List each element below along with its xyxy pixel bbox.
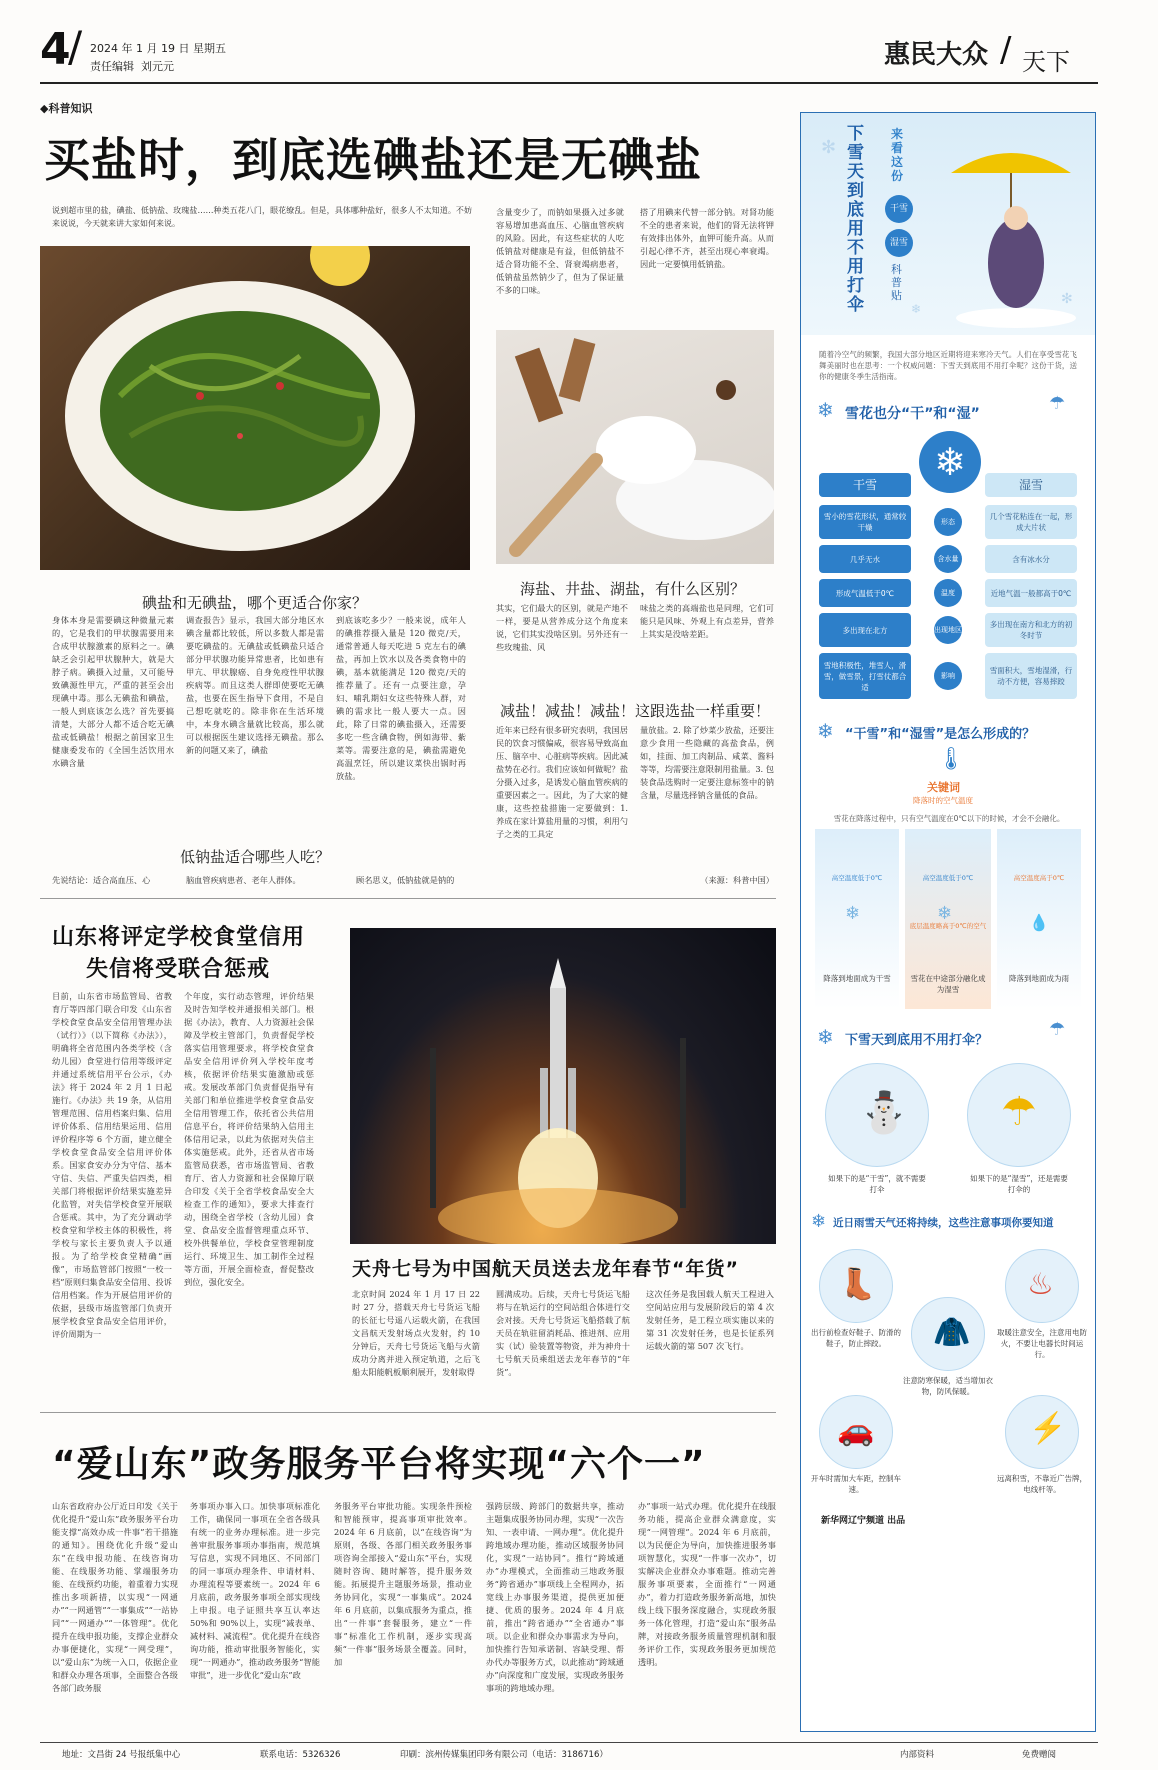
dry-row-3: 形成气温低于0℃ (819, 579, 911, 607)
article2-body-b: 个年度，实行动态管理，评价结果及时告知学校并通报相关部门。根据《办法》，教育、人力资源社会保障及学校主管部门，负责督促学校落实信用管理要求，将学校食堂食品安全信用评价列入学校年度考核，依据评价结果实施激励或惩戒。发展改革部门负责督促指导有关部门和单位推进学校食堂食品安全信用管理工作，依托省公共信用信息平台，将评价结果纳入信用主体信用记录，以此为依据对失信主体实施惩戒。此外，还省从省市场监管局获悉，省市场监管局、省教育厅、省人力资源和社会保障厅联合印发《关于全省学校食品安全大检查工作的通知》，要求大排查行动，围绕全省学校（含幼儿园）食堂、食品安全监督管理重点环节、校外供餐单位，学校食堂管理制度运行、环境卫生、加工制作全过程等方面，开展全面检查，督促整改到位，强化安全。 (184, 991, 314, 1287)
section3-title: 下雪天到底用不用打伞？ (845, 1033, 989, 1048)
article2-title-line1: 山东将评定学校食堂信用 (52, 925, 306, 950)
article1-body-1b: 调查报告》显示，我国大部分地区水碘含量都比较低，所以多数人都是需要吃碘盐的。无碘盐或低碘盐只适合部分甲状腺功能异常患者，比如患有甲亢、甲状腺癌、自身免疫性甲状腺疾病等。而且这类人群即使要吃无碘盐，也要在医生指导下食用，不是自己想吃就吃的。除非你在生活环境中，本身水碘含量就比较高，那么就可以根据医生建议选择无碘盐。那么新的问题又来了，碘盐 (186, 615, 324, 755)
editor-label: 责任编辑 (90, 60, 134, 73)
divider-2 (40, 1412, 776, 1413)
svg-text:❄: ❄ (911, 302, 922, 316)
article4-body-c: 务服务平台审批功能。实现条件预检和智能预审，提高事项审批效率。2024 年 6 月底前，以“在线咨询”为原则，各级、各部门相关政务服务事项咨询全部接入“爱山东”平台，实现随时咨询、随时解答，提升服务效能。拓展提升主题服务场景，推动业务协同化，实现“一事集成”。2024 年 6 月底前，以集成服务为重点，推出“一件事”套餐服务，建立“一件事”标准化工作机制，逐步实现高频“一件事”服务场景全覆盖。同时，加 (334, 1501, 472, 1667)
big-snowflake-icon: ❄ (919, 431, 981, 493)
formation-result-3: 降落到地面成为雨 (1009, 974, 1069, 983)
article3-body-a: 北京时间 2024 年 1 月 17 日 22 时 27 分，搭载天舟七号货运飞船的长征七号遥八运载火箭，在我国文昌航天发射场点火发射，约 10 分钟后，天舟七号货运飞船与火箭成功分离并进入预定轨道，之后飞船太阳能帆板顺利展开，发射取得 (352, 1289, 480, 1377)
article1-lead: 说到超市里的盐，碘盐、低钠盐、玫瑰盐……种类五花八门，眼花缭乱。但是，具体哪种盐好，很多人不太知道。不妨来说说，今天就来讲大家如何来说。 (52, 206, 472, 228)
umbrella-advice-2: 如果下的是“湿雪”，还是需要打伞的 (970, 1174, 1068, 1194)
snow-fall-icon-2: ❄ (937, 903, 953, 924)
tag-dry-snow: 干雪 (885, 195, 913, 223)
rain-drop-icon: 💧 (1029, 913, 1049, 932)
dry-row-4: 多出现在北方 (819, 613, 911, 647)
section-name: 天下 (1022, 48, 1070, 76)
wet-row-3: 近地气温一般都高于0℃ (985, 579, 1077, 607)
rocket-illustration (350, 928, 776, 1244)
umbrella-icon: ☂ (1049, 393, 1066, 414)
footer-printer: 印刷：滨州传媒集团印务有限公司（电话：3186716） (400, 1750, 608, 1760)
section4-title: 近日雨雪天气还将持续，这些注意事项你要知道 (833, 1217, 1054, 1229)
key-row-1: 形态 (934, 508, 962, 536)
dry-row-1: 雪小的雪花形状，通常较干燥 (819, 505, 911, 539)
article1-source: （来源：科普中国） (700, 875, 774, 885)
wet-snow-header: 湿雪 (985, 473, 1077, 497)
page-slash: / (68, 22, 83, 71)
kicker: ◆科普知识 (40, 102, 93, 115)
wet-row-5: 雪面积大，雪地湿滑，行动不方便，容易摔跤 (985, 653, 1077, 699)
article1-body-1a: 身体本身是需要碘这种微量元素的，它是我们的甲状腺需要用来合成甲状腺激素的原料之一。碘缺乏会引起甲状腺肿大，就是大脖子病。碘摄入过量，又可能导致碘源性甲亢，严重的甚至会出现碘中毒。那么无碘盐和碘盐，一般人到底该怎么选？首先要搞清楚，大部分人都不适合吃无碘盐或低碘盐！根据之前国家卫生健康委发布的《全国生活饮用水水碘含量 (52, 615, 174, 768)
infographic-vertical-title: 下雪天到底用不用打伞 (847, 124, 864, 315)
umbrella-icon-2: ☂ (1049, 1019, 1066, 1040)
wet-row-1: 几个雪花粘连在一起，形成大片状 (985, 505, 1077, 539)
umbrella-girl-icon: ☂ (1001, 1089, 1037, 1135)
rocket-launch-photo (350, 928, 776, 1244)
article3-title: 天舟七号为中国航天员送去龙年春节“年货” (352, 1258, 739, 1280)
footer-rule (40, 1742, 1098, 1743)
article4-body-e: 办”事项一站式办理。优化提升在线服务功能，提高企业群众满意度，实现“一网管理”。2024 年 6 月底前，以为民便企为导向，加快推进服务事项智慧化，实现“一件事一次办”，切实解决企业群众办事难题。推动完善服务事项要素，全面推行“一网通办”，着力打造政务服务新高地，加快线上线下服务深度融合，实现政务服务一体化管理，打造“爱山东”服务品牌，对接政务服务质量管理机制和服务评价工作，实现政务服务更加规范透明。 (638, 1501, 776, 1667)
article1-subhead-1: 碘盐和无碘盐，哪个更适合你家？ (142, 594, 368, 612)
tip-5: 远离积雪，不靠近广告牌，电线杆等。 (997, 1474, 1087, 1494)
dry-row-2: 几乎无水 (819, 545, 911, 573)
brand-logo: 惠民大众 (884, 40, 989, 70)
divider-1 (40, 898, 776, 899)
header-rule (40, 82, 1098, 84)
key-row-5: 影响 (934, 662, 962, 690)
heater-icon: ♨ (1027, 1267, 1054, 1302)
infographic-top (801, 113, 1095, 335)
article1-body-3b: 量放盐。2. 除了炒菜少放盐，还要注意少食用一些隐藏的高盐食品，例如，挂面、加工肉制品、咸菜、酱料等等，均需要注意限制用盐量。3. 包装食品选购时一定要注意标签中的钠含量，尽量选择钠含量低的食品。 (640, 725, 774, 800)
tip-3: 取暖注意安全，注意用电防火，不要让电器长时间运行。 (997, 1328, 1087, 1359)
footer-price: 免费赠阅 (1022, 1750, 1057, 1760)
article1-col-top-b: 搭了用碘来代替一部分钠。对肾功能不全的患者来说，他们的肾无法将钾有效排出体外，血钾可能升高。从而引起心律不齐，甚至出现心率衰竭。因此一定要慎用低钠盐。 (640, 207, 774, 269)
svg-text:✻: ✻ (1061, 291, 1073, 307)
key-factor-sub: 降落时的空气温度 (913, 796, 973, 805)
article1-body-3a: 近年来已经有很多研究表明，我国居民的饮食习惯偏咸，很容易导致高血压、脑卒中、心脏病等疾病。因此减盐势在必行。我们应该如何做呢？盐分摄入过多，是诱发心脑血管疾病的重要因素之一。因此，为了大家的健康，这些控盐措施一定要做到：1. 养成在家计算盐用量的习惯，利用勺子之类的工具定 (496, 725, 628, 839)
power-pole-icon: ⚡ (1029, 1411, 1067, 1446)
dry-row-5: 雪地积极性，堆雪人，滑雪，做雪景，打雪仗都合适 (819, 653, 911, 699)
article3-body-b: 圆满成功。后续，天舟七号货运飞船将与在轨运行的空间站组合体进行交会对接。天舟七号货运飞船搭载了航天员在轨驻留消耗品、推进剂、应用实（试）验装置等物资，并为神舟十七号航天员乘组送去龙年春节的“年货”。 (496, 1289, 630, 1377)
temp-label-1: 高空温度低于0℃ (831, 874, 883, 882)
article1-subhead-2: 海盐、井盐、湖盐，有什么区别？ (520, 580, 746, 598)
section2-title: “干雪”和“湿雪”是怎么形成的？ (845, 727, 1036, 742)
article1-subhead-4: 低钠盐适合哪些人吃？ (180, 848, 331, 866)
article2-title-line2: 失信将受联合惩戒 (86, 957, 271, 982)
footer-phone: 联系电话：5326326 (260, 1750, 341, 1760)
svg-text:✻: ✻ (821, 137, 837, 158)
article1-title: 买盐时，到底选碘盐还是无碘盐 (44, 133, 702, 187)
article4-body-d: 强跨层级、跨部门的数据共享，推动主题集成服务协同办理，实现“一次告知、一表申请、一网办理”。优化提升跨地域办理功能，推动区域服务协同化，实现“一站协同”。推行“跨域通办”办理模式，全面推动三地政务服务“跨省通办”事项线上全程网办，拓宽线上办事服务渠道，提供更加便捷、优质的服务。2024 年 4 月底前，推出“跨省通办”“全省通办”事项。以企业和群众办事需求为导向，加快推行告知承诺制、容缺受理、帮办代办等服务方式，以此推动“跨域通办”向深度和广度发展，实现政务服务事项的跨地域办理。 (486, 1501, 624, 1693)
tip-2: 注意防寒保暖，适当增加衣物，防风保暖。 (903, 1376, 993, 1396)
article4-title: “爱山东”政务服务平台将实现“六个一” (52, 1444, 706, 1485)
key-factor-label: 关键词 (927, 781, 960, 794)
seaweed-dish-illustration (40, 246, 470, 570)
umbrella-advice-1: 如果下的是“干雪”，就不需要打伞 (828, 1174, 926, 1194)
article1-body-2a: 其实，它们最大的区别，就是产地不一样，要是从营养成分这个角度来说，它们其实没啥区别。另外还有一些玫瑰盐、风 (496, 603, 628, 652)
snowman-icon: ⛄ (859, 1090, 909, 1136)
temp-label-3: 高空温度高于0℃ (1013, 874, 1065, 882)
wet-row-2: 含有冰水分 (985, 545, 1077, 573)
car-icon: 🚗 (837, 1413, 875, 1448)
article1-body-4b: 脑血管疾病患者、老年人群体。 (186, 875, 301, 885)
thermometer-icon: 🌡 (937, 747, 965, 772)
snowflake-icon-3: ❄ (817, 1025, 834, 1049)
article1-subhead-3: 减盐！减盐！减盐！这跟选盐一样重要！ (500, 702, 771, 720)
article1-body-4a: 先说结论：适合高血压、心 (52, 875, 151, 885)
salt-spoon-illustration (496, 330, 774, 564)
dry-snow-header: 干雪 (819, 473, 911, 497)
key-row-3: 温度 (934, 579, 962, 607)
issue-date: 2024 年 1 月 19 日 星期五 (90, 42, 226, 55)
snow-girl-umbrella-illustration (801, 113, 1095, 335)
formation-explain: 雪花在降落过程中，只有空气温度在0℃以下的时候，才会不会融化。 (833, 814, 1065, 823)
infographic-intro: 随着冷空气的频繁，我国大部分地区近期将迎来寒冷天气。人们在享受雪花飞舞美丽时也在思考：一个权威问题：下雪天到底用不用打伞呢？这份干货，送你的健康冬季生活指南。 (819, 350, 1077, 381)
tag-science: 科普贴 (891, 263, 902, 302)
footer-address: 地址：文昌街 24 号报纸集中心 (62, 1750, 181, 1760)
editor-line (90, 58, 174, 74)
infographic-credit: 新华网辽宁频道 出品 (821, 1516, 906, 1526)
seaweed-photo (40, 246, 470, 570)
snowflake-icon-2: ❄ (817, 719, 834, 743)
snowflake-icon: ❄ (817, 398, 834, 422)
key-row-4: 出现地区 (934, 616, 962, 644)
footer-distribution: 内部资料 (900, 1750, 935, 1760)
temp-mid-label: 底层温度略高于0℃的空气 (909, 922, 987, 930)
article1-body-2b: 味盐之类的高端盐也是同理，它们可能只是风味、外观上有点差异，营养上其实是没啥差距。 (640, 603, 774, 639)
snow-infographic (800, 112, 1096, 1732)
salt-spoon-photo (496, 330, 774, 564)
article4-body-a: 山东省政府办公厅近日印发《关于优化提升“爱山东”政务服务平台功能支撑“高效办成一件事”若干措施的通知》。围绕优化升级“爱山东”在线申报功能、在线咨询功能、在线服务功能、掌端服务功能、在线预约功能，着重着力实现推出多项新措，以实现“一网通办”“一网通管”“一事集成”“一站协同”“一网通办”“一体管理”。优化提升在线申报功能，支撑企业群众办事便捷化，实现“一网受理”，以“爱山东”为统一入口，依据企业和群众办理各项事，全面整合各级各部门政务服 (52, 1501, 178, 1693)
formation-result-2: 雪花在中途部分融化成为湿雪 (910, 974, 986, 994)
infographic-subtitle: 来看这份 (891, 127, 904, 183)
snow-fall-icon-1: ❄ (845, 903, 861, 924)
article1-body-4c: 顾名思义，低钠盐就是钠的 (356, 875, 455, 885)
jacket-icon: 🧥 (933, 1315, 971, 1350)
article1-body-1c: 到底该吃多少？一般来说，成年人的碘推荐摄入量是 120 微克/天，通常普通人每天吃进 5 克左右的碘盐，再加上饮水以及各类食物中的碘，基本就能满足 120 微克/天的推荐量了。还有一点要注意，孕妇、哺乳期妇女这些特殊人群，对碘的需求比一般人要大一点。因此，除了日常的碘盐摄入，还需要多吃一些含碘食物，例如海带、紫菜等。需要注意的是，碘盐需避免高温烹饪，所以建议菜快出锅时再放盐。 (336, 615, 466, 781)
article4-body-b: 务事项办事入口。加快事项标准化工作，确保同一事项在全省各级具有统一的业务办理标准。进一步完善审批服务事项办事指南，规范填写信息，实现不同地区、不同部门的同一事项办理条件、申请材料、办理流程等要素统一。2024 年 6 月底前，政务服务事项全部实现线上申报。电子证照共享互认率达 50%和 90%以上，实现“减表单、减材料、减流程”。优化提升在线咨询功能，推动审批服务智能化，实现“一网通办”，推动政务服务“智能审批”，进一步优化“爱山东”政 (190, 1501, 320, 1680)
tip-4: 开车时需加大车距，控制车速。 (811, 1474, 901, 1494)
page-number: 4 (40, 24, 71, 75)
article1-col-top-a: 含量变少了，而钠如果摄入过多就容易增加患高血压、心脑血管疾病的风险。因此，有这些症状的人吃低钠盐对健康是有益，但低钠盐不适合肾功能不全、肾衰竭病患者，低钠盐虽然钠少了，但为了保证量不多的口味。 (496, 207, 624, 295)
formation-result-1: 降落到地面成为干雪 (823, 974, 891, 983)
tip-1: 出行前检查好鞋子、防滑的鞋子，防止摔跤。 (811, 1328, 901, 1348)
brand-slash: / (1000, 30, 1012, 70)
tag-wet-snow: 湿雪 (885, 229, 913, 257)
boots-icon: 👢 (839, 1267, 877, 1302)
temp-label-2: 高空温度低于0℃ (922, 874, 974, 882)
article2-body-a: 目前，山东省市场监管局、省教育厅等四部门联合印发《山东省学校食堂食品安全信用管理办法（试行）》（以下简称《办法》），明确将全省范围内各类学校（含幼儿园）食堂进行信用等级评定并通过系统信用平台公示，《办法》将于 2024 年 2 月 1 日起施行。《办法》共 19 条，从信用管理范围、信用档案归集、信用评价体系、信用结果运用、信用评价程序等 6 个方面，建立健全学校食堂食品安全信用评价体系。国家食安办分为守信、基本守信、失信、严重失信四类，相关部门将根据评价结果实施差异化监管，对失信学校食堂开展联合惩戒。其中，为了充分调动学校食堂和学校主体的积极性，将学校与家长主要负责人予以通报。为了给学校食堂精确“画像”，市场监管部门按照“一校一档”原则归集食品安全信用、投诉信用档案。作为开展信用评价的依据，县级市场监管部门负责开展学校食堂食品安全信用评价，评价周期为一 (52, 991, 172, 1339)
key-row-2: 含水量 (934, 545, 962, 573)
article3-body-c: 这次任务是我国载人航天工程进入空间站应用与发展阶段后的第 4 次发射任务，是工程立项实施以来的第 31 次发射任务，也是长征系列运载火箭的第 507 次飞行。 (646, 1289, 774, 1351)
wet-row-4: 多出现在南方和北方的初冬时节 (985, 613, 1077, 647)
snowflake-icon-4: ❄ (811, 1211, 827, 1232)
section1-title: 雪花也分“干”和“湿” (845, 406, 980, 422)
editor-name: 刘元元 (141, 60, 174, 73)
